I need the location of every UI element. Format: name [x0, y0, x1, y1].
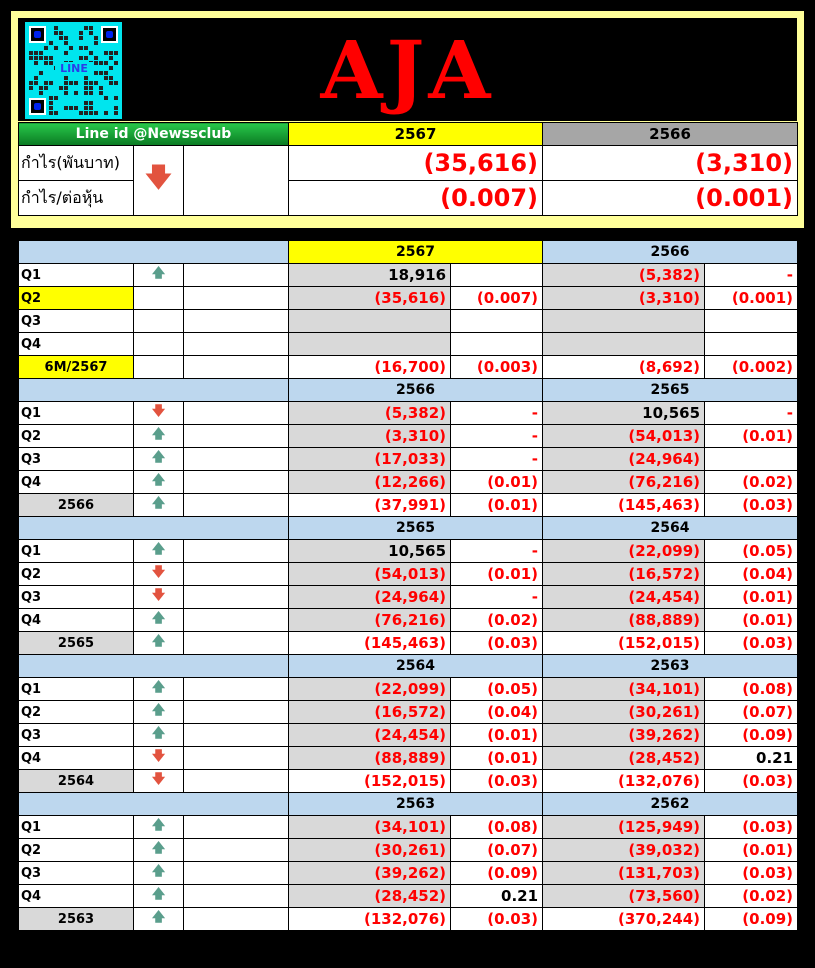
previous-profit — [543, 333, 705, 356]
quarter-label: Q1 — [19, 540, 134, 563]
arrow-up-icon: 🡅 — [134, 609, 184, 632]
eps-current: (0.007) — [289, 181, 543, 216]
arrow-up-icon: 🡅 — [134, 678, 184, 701]
arrow-up-icon: 🡅 — [134, 494, 184, 517]
previous-eps: (0.05) — [705, 540, 798, 563]
blank-cell — [184, 770, 289, 793]
current-eps — [451, 333, 543, 356]
current-profit: (37,991) — [289, 494, 451, 517]
previous-eps: (0.001) — [705, 287, 798, 310]
quarter-label: Q2 — [19, 563, 134, 586]
summary-table — [18, 122, 798, 216]
blank-cell — [184, 356, 289, 379]
table-row — [19, 494, 798, 517]
quarter-label: Q3 — [19, 448, 134, 471]
previous-profit: (370,244) — [543, 908, 705, 931]
period-total-label: 6M/2567 — [19, 356, 134, 379]
blank-cell — [184, 310, 289, 333]
table-row — [19, 701, 798, 724]
table-row — [19, 632, 798, 655]
section-header-blank — [19, 379, 289, 402]
blank-cell — [184, 333, 289, 356]
current-profit: (152,015) — [289, 770, 451, 793]
previous-profit: (132,076) — [543, 770, 705, 793]
arrow-down-icon: 🡇 — [134, 402, 184, 425]
current-eps: (0.07) — [451, 839, 543, 862]
current-eps — [451, 264, 543, 287]
table-row — [19, 448, 798, 471]
arrow-up-icon: 🡅 — [134, 264, 184, 287]
current-profit: (24,964) — [289, 586, 451, 609]
arrow-up-icon: 🡅 — [134, 632, 184, 655]
previous-eps: - — [705, 264, 798, 287]
quarter-label: Q1 — [19, 264, 134, 287]
previous-profit: (88,889) — [543, 609, 705, 632]
previous-profit: (8,692) — [543, 356, 705, 379]
quarter-label: Q3 — [19, 310, 134, 333]
period-total-label: 2565 — [19, 632, 134, 655]
arrow-down-icon: 🡇 — [134, 563, 184, 586]
previous-profit: (131,703) — [543, 862, 705, 885]
eps-previous: (0.001) — [543, 181, 798, 216]
current-profit: (28,452) — [289, 885, 451, 908]
previous-eps: - — [705, 402, 798, 425]
previous-profit: (28,452) — [543, 747, 705, 770]
current-profit: (34,101) — [289, 816, 451, 839]
table-row — [19, 287, 798, 310]
section-header-row — [19, 517, 798, 540]
previous-eps: (0.09) — [705, 724, 798, 747]
previous-eps: (0.08) — [705, 678, 798, 701]
summary-year-current: 2567 — [289, 123, 543, 146]
current-profit: (24,454) — [289, 724, 451, 747]
previous-eps: (0.01) — [705, 586, 798, 609]
table-row — [19, 264, 798, 287]
current-profit: (39,262) — [289, 862, 451, 885]
quarter-label: Q4 — [19, 885, 134, 908]
arrow-down-icon: 🡇 — [134, 146, 184, 216]
blank-cell — [184, 146, 289, 216]
quarter-label: Q2 — [19, 839, 134, 862]
current-eps: - — [451, 448, 543, 471]
profit-label: กำไร(พันบาท) — [19, 146, 134, 181]
previous-profit: (145,463) — [543, 494, 705, 517]
previous-eps: (0.07) — [705, 701, 798, 724]
table-row — [19, 540, 798, 563]
section-year-previous: 2566 — [543, 241, 798, 264]
current-profit: (54,013) — [289, 563, 451, 586]
eps-label: กำไร/ต่อหุ้น — [19, 181, 134, 216]
current-eps: - — [451, 540, 543, 563]
current-profit: (5,382) — [289, 402, 451, 425]
table-row — [19, 609, 798, 632]
section-year-current: 2566 — [289, 379, 543, 402]
current-profit: (132,076) — [289, 908, 451, 931]
blank-cell — [184, 402, 289, 425]
current-eps: (0.09) — [451, 862, 543, 885]
table-row — [19, 816, 798, 839]
blank-cell — [184, 586, 289, 609]
arrow-up-icon: 🡅 — [134, 839, 184, 862]
blank-cell — [184, 540, 289, 563]
current-profit: (76,216) — [289, 609, 451, 632]
previous-eps: (0.04) — [705, 563, 798, 586]
quarter-label: Q1 — [19, 678, 134, 701]
previous-eps: (0.01) — [705, 609, 798, 632]
current-eps: (0.02) — [451, 609, 543, 632]
quarter-label: Q2 — [19, 287, 134, 310]
section-year-previous: 2562 — [543, 793, 798, 816]
summary-header-row — [19, 123, 798, 146]
current-eps: (0.05) — [451, 678, 543, 701]
current-eps: (0.01) — [451, 747, 543, 770]
blank-cell — [184, 471, 289, 494]
period-total-label: 2564 — [19, 770, 134, 793]
section-header-row — [19, 655, 798, 678]
current-profit: (22,099) — [289, 678, 451, 701]
previous-profit: (24,964) — [543, 448, 705, 471]
section-header-blank — [19, 517, 289, 540]
current-eps: (0.04) — [451, 701, 543, 724]
blank-cell — [184, 678, 289, 701]
previous-profit: (39,262) — [543, 724, 705, 747]
previous-eps: (0.09) — [705, 908, 798, 931]
current-eps: (0.01) — [451, 724, 543, 747]
blank-cell — [184, 425, 289, 448]
blank-cell — [184, 563, 289, 586]
table-row — [19, 770, 798, 793]
quarter-label: Q4 — [19, 747, 134, 770]
current-eps — [451, 310, 543, 333]
previous-profit: (54,013) — [543, 425, 705, 448]
section-year-previous: 2563 — [543, 655, 798, 678]
previous-eps — [705, 448, 798, 471]
previous-eps — [705, 333, 798, 356]
current-profit: (30,261) — [289, 839, 451, 862]
section-header-row — [19, 241, 798, 264]
previous-eps: (0.03) — [705, 770, 798, 793]
current-eps: - — [451, 402, 543, 425]
trend-cell — [134, 333, 184, 356]
blank-cell — [184, 839, 289, 862]
current-eps: - — [451, 586, 543, 609]
quarter-label: Q4 — [19, 333, 134, 356]
previous-profit: 10,565 — [543, 402, 705, 425]
table-row — [19, 908, 798, 931]
arrow-down-icon: 🡇 — [134, 770, 184, 793]
section-header-blank — [19, 655, 289, 678]
trend-cell — [134, 356, 184, 379]
section-header-row — [19, 793, 798, 816]
current-eps: (0.03) — [451, 770, 543, 793]
current-profit: (3,310) — [289, 425, 451, 448]
trend-cell — [134, 287, 184, 310]
blank-cell — [184, 701, 289, 724]
blank-cell — [184, 885, 289, 908]
previous-profit: (125,949) — [543, 816, 705, 839]
profit-current: (35,616) — [289, 146, 543, 181]
table-row — [19, 425, 798, 448]
blank-cell — [184, 908, 289, 931]
previous-profit: (5,382) — [543, 264, 705, 287]
current-profit — [289, 310, 451, 333]
quarter-label: Q2 — [19, 425, 134, 448]
previous-profit: (3,310) — [543, 287, 705, 310]
blank-cell — [184, 747, 289, 770]
current-eps: (0.003) — [451, 356, 543, 379]
period-total-label: 2566 — [19, 494, 134, 517]
current-eps: (0.007) — [451, 287, 543, 310]
current-eps: (0.01) — [451, 494, 543, 517]
table-row — [19, 563, 798, 586]
profit-previous: (3,310) — [543, 146, 798, 181]
previous-profit: (152,015) — [543, 632, 705, 655]
current-eps: (0.03) — [451, 908, 543, 931]
blank-cell — [184, 724, 289, 747]
previous-profit: (22,099) — [543, 540, 705, 563]
table-row — [19, 885, 798, 908]
current-profit: 18,916 — [289, 264, 451, 287]
quarter-label: Q3 — [19, 586, 134, 609]
arrow-up-icon: 🡅 — [134, 471, 184, 494]
table-row — [19, 862, 798, 885]
table-row — [19, 356, 798, 379]
previous-eps: (0.02) — [705, 471, 798, 494]
blank-cell — [184, 816, 289, 839]
previous-eps: (0.02) — [705, 885, 798, 908]
arrow-up-icon: 🡅 — [134, 425, 184, 448]
section-year-previous: 2565 — [543, 379, 798, 402]
arrow-down-icon: 🡇 — [134, 586, 184, 609]
table-row — [19, 586, 798, 609]
previous-profit: (73,560) — [543, 885, 705, 908]
current-profit: (17,033) — [289, 448, 451, 471]
table-row — [19, 310, 798, 333]
table-row — [19, 839, 798, 862]
current-profit: 10,565 — [289, 540, 451, 563]
quarter-label: Q1 — [19, 402, 134, 425]
quarter-label: Q3 — [19, 862, 134, 885]
section-year-previous: 2564 — [543, 517, 798, 540]
blank-cell — [184, 494, 289, 517]
company-ticker: AJA — [320, 23, 495, 117]
current-eps: (0.03) — [451, 632, 543, 655]
current-eps: (0.08) — [451, 816, 543, 839]
current-profit: (35,616) — [289, 287, 451, 310]
section-year-current: 2565 — [289, 517, 543, 540]
blank-cell — [184, 632, 289, 655]
table-row — [19, 747, 798, 770]
previous-eps: (0.002) — [705, 356, 798, 379]
previous-eps: (0.03) — [705, 862, 798, 885]
section-year-current: 2564 — [289, 655, 543, 678]
current-eps: (0.01) — [451, 563, 543, 586]
summary-year-previous: 2566 — [543, 123, 798, 146]
previous-eps: (0.01) — [705, 425, 798, 448]
current-profit — [289, 333, 451, 356]
table-row — [19, 678, 798, 701]
current-profit: (16,700) — [289, 356, 451, 379]
previous-eps: (0.03) — [705, 816, 798, 839]
previous-eps: 0.21 — [705, 747, 798, 770]
previous-profit: (30,261) — [543, 701, 705, 724]
table-row — [19, 402, 798, 425]
section-header-row — [19, 379, 798, 402]
previous-profit — [543, 310, 705, 333]
current-profit: (16,572) — [289, 701, 451, 724]
table-row — [19, 471, 798, 494]
previous-profit: (24,454) — [543, 586, 705, 609]
previous-profit: (39,032) — [543, 839, 705, 862]
quarter-label: Q1 — [19, 816, 134, 839]
arrow-down-icon: 🡇 — [134, 747, 184, 770]
previous-eps: (0.01) — [705, 839, 798, 862]
current-eps: 0.21 — [451, 885, 543, 908]
section-year-current: 2567 — [289, 241, 543, 264]
table-row — [19, 724, 798, 747]
table-row — [19, 333, 798, 356]
section-header-blank — [19, 241, 289, 264]
arrow-up-icon: 🡅 — [134, 724, 184, 747]
current-profit: (12,266) — [289, 471, 451, 494]
section-header-blank — [19, 793, 289, 816]
arrow-up-icon: 🡅 — [134, 816, 184, 839]
current-eps: - — [451, 425, 543, 448]
previous-eps: (0.03) — [705, 494, 798, 517]
arrow-up-icon: 🡅 — [134, 908, 184, 931]
quarter-label: Q3 — [19, 724, 134, 747]
previous-eps: (0.03) — [705, 632, 798, 655]
arrow-up-icon: 🡅 — [134, 701, 184, 724]
blank-cell — [184, 448, 289, 471]
quarter-label: Q4 — [19, 609, 134, 632]
summary-profit-row — [19, 146, 798, 181]
blank-cell — [184, 287, 289, 310]
quarter-label: Q4 — [19, 471, 134, 494]
qr-line-label: LINE — [55, 62, 93, 76]
current-eps: (0.01) — [451, 471, 543, 494]
previous-profit: (16,572) — [543, 563, 705, 586]
period-total-label: 2563 — [19, 908, 134, 931]
arrow-up-icon: 🡅 — [134, 448, 184, 471]
section-year-current: 2563 — [289, 793, 543, 816]
quarterly-table — [18, 240, 798, 931]
previous-profit: (34,101) — [543, 678, 705, 701]
blank-cell — [184, 609, 289, 632]
blank-cell — [184, 862, 289, 885]
arrow-up-icon: 🡅 — [134, 885, 184, 908]
trend-cell — [134, 310, 184, 333]
line-id-label: Line id @Newssclub — [19, 123, 289, 146]
current-profit: (145,463) — [289, 632, 451, 655]
previous-eps — [705, 310, 798, 333]
current-profit: (88,889) — [289, 747, 451, 770]
arrow-up-icon: 🡅 — [134, 862, 184, 885]
blank-cell — [184, 264, 289, 287]
previous-profit: (76,216) — [543, 471, 705, 494]
arrow-up-icon: 🡅 — [134, 540, 184, 563]
quarter-label: Q2 — [19, 701, 134, 724]
